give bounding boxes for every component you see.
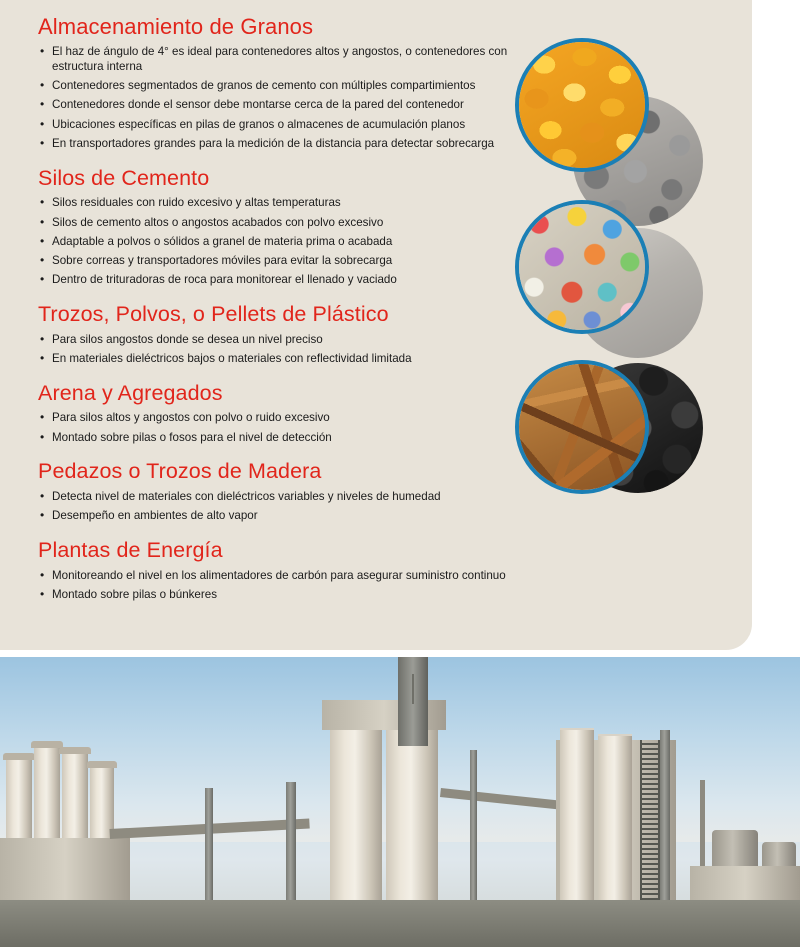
- support-tower: [470, 750, 477, 900]
- list-item: • Montado sobre pilas o búnkeres: [38, 588, 538, 603]
- bullet-list: [38, 569, 538, 603]
- list-item: • En materiales dieléctricos bajos o materiales con reflectividad limitada: [38, 352, 538, 367]
- building: [0, 838, 130, 900]
- bullet-list: [38, 196, 538, 288]
- list-item: • Ubicaciones específicas en pilas de granos o almacenes de acumulación planos: [38, 118, 538, 133]
- antenna: [412, 674, 414, 704]
- section-trozos-polvos-pellets-de-plastico: [38, 302, 538, 367]
- list-item: • Contenedores segmentados de granos de cemento con múltiples compartimientos: [38, 79, 538, 94]
- section-title: Plantas de Energía: [38, 537, 223, 562]
- list-item: • Monitoreando el nivel en los alimentadores de carbón para asegurar suministro continuo: [38, 569, 538, 584]
- pellets-texture: [519, 204, 645, 330]
- silo: [598, 734, 632, 900]
- cement-plant-photo: [0, 657, 800, 947]
- corn-kernels-photo: [515, 38, 649, 172]
- bullet-list: [38, 411, 538, 445]
- list-item: • Para silos angostos donde se desea un nivel preciso: [38, 333, 538, 348]
- list-item: • Desempeño en ambientes de alto vapor: [38, 509, 538, 524]
- silo: [560, 728, 594, 900]
- section-title: Trozos, Polvos, o Pellets de Plástico: [38, 301, 389, 326]
- bullet-list: [38, 333, 538, 367]
- photo-circle-stack: [515, 38, 730, 598]
- wood-texture: [519, 364, 645, 490]
- list-item: • Montado sobre pilas o fosos para el nivel de detección: [38, 431, 538, 446]
- list-item: • En transportadores grandes para la medición de la distancia para detectar sobrecarga: [38, 137, 538, 152]
- support-tower: [205, 788, 213, 900]
- wood-chips-photo: [515, 360, 649, 494]
- section-arena-y-agregados: [38, 381, 538, 446]
- bullet-list: [38, 490, 538, 524]
- list-item: • Para silos altos y angostos con polvo o ruido excesivo: [38, 411, 538, 426]
- list-item: • Silos residuales con ruido excesivo y altas temperaturas: [38, 196, 538, 211]
- section-title: Almacenamiento de Granos: [38, 14, 314, 39]
- list-item: • Silos de cemento altos o angostos acabados con polvo excesivo: [38, 216, 538, 231]
- silo: [386, 728, 438, 900]
- section-plantas-de-energia: [38, 538, 538, 603]
- list-item: • Adaptable a polvos o sólidos a granel de materia prima o acabada: [38, 235, 538, 250]
- support-tower: [660, 730, 670, 900]
- list-item: • Dentro de trituradoras de roca para monitorear el llenado y vaciado: [38, 273, 538, 288]
- silo: [330, 728, 382, 900]
- corn-texture: [519, 42, 645, 168]
- panel-right-margin: [752, 0, 800, 650]
- section-title: Arena y Agregados: [38, 380, 223, 405]
- list-item: • El haz de ángulo de 4° es ideal para contenedores altos y angostos, o contenedores con estructura interna: [38, 45, 538, 74]
- support-tower: [286, 782, 296, 900]
- section-silos-de-cemento: [38, 166, 538, 288]
- ground: [0, 900, 800, 947]
- building: [690, 866, 800, 900]
- section-almacenamiento-de-granos: [38, 14, 538, 152]
- list-item: • Sobre correas y transportadores móviles para evitar la sobrecarga: [38, 254, 538, 269]
- section-title: Silos de Cemento: [38, 165, 210, 190]
- list-item: • Contenedores donde el sensor debe montarse cerca de la pared del contenedor: [38, 98, 538, 113]
- section-pedazos-o-trozos-de-madera: [38, 459, 538, 524]
- stairway: [640, 740, 660, 900]
- plastic-pellets-photo: [515, 200, 649, 334]
- list-item: • Detecta nivel de materiales con dieléctricos variables y niveles de humedad: [38, 490, 538, 505]
- bullet-list: [38, 45, 538, 151]
- section-list: [38, 14, 538, 607]
- section-title: Pedazos o Trozos de Madera: [38, 459, 322, 484]
